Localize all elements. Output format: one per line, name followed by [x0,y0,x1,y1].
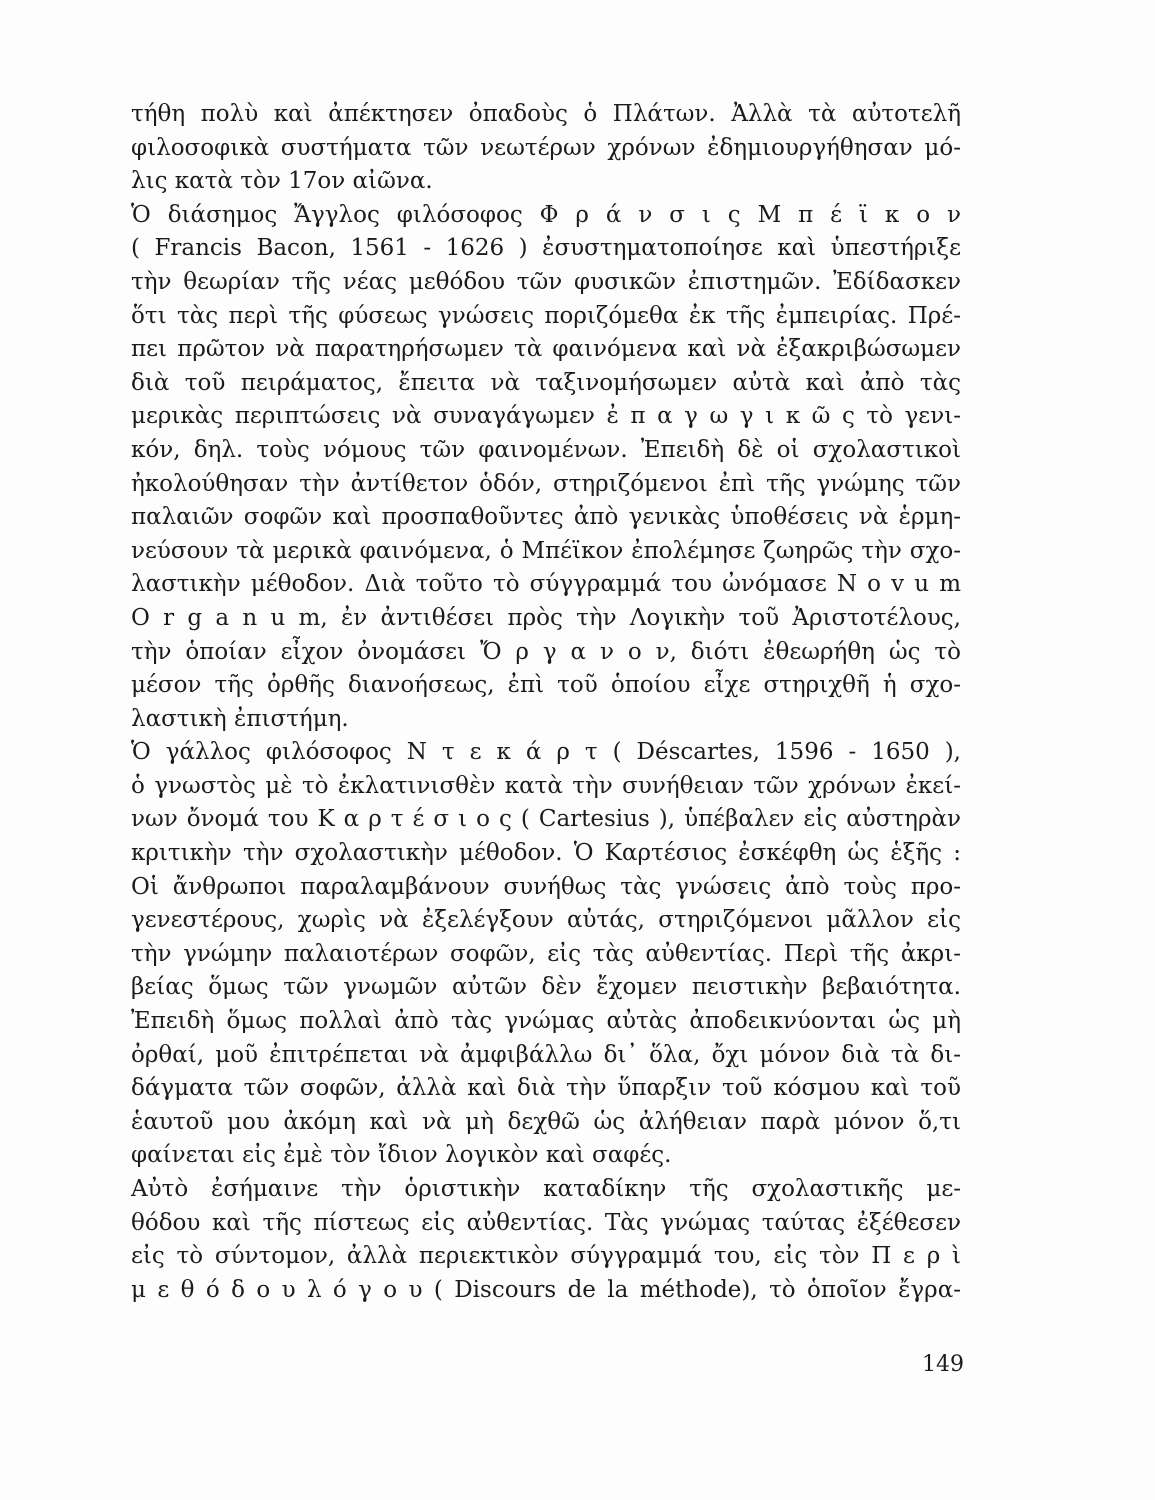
text-line: τήθη πολὺ καὶ ἀπέκτησεν ὀπαδοὺς ὁ Πλάτων. Ἀλλὰ τὰ αὐτοτελῆ [131,101,961,127]
text-line: νεύσουν τὰ μερικὰ φαινόμενα, ὁ Μπέϊκον ἐπολέμησε ζωηρῶς τὴν σχο- [131,537,961,564]
text-line: τὴν θεωρίαν τῆς νέας μεθόδου τῶν φυσικῶν ἐπιστημῶν. Ἐδίδασκεν [131,268,961,295]
text-line: φαίνεται εἰς ἐμὲ τὸν ἴδιον λογικὸν καὶ σαφές. [131,1142,672,1169]
text-line: ἑαυτοῦ μου ἀκόμη καὶ νὰ μὴ δεχθῶ ὡς ἀλήθειαν παρὰ μόνον ὅ,τι [131,1108,961,1135]
text-line: ὁ γνωστὸς μὲ τὸ ἐκλατινισθὲν κατὰ τὴν συνήθειαν τῶν χρόνων ἐκεί- [131,772,961,799]
text-line: διὰ τοῦ πειράματος, ἔπειτα νὰ ταξινομήσωμεν αὐτὰ καὶ ἀπὸ τὰς [131,369,961,396]
text-line: Ὁ διάσημος Ἄγγλος φιλόσοφος Φ ρ ά ν σ ι ς Μ π έ ϊ κ ο ν [131,201,961,228]
text-line: μέσον τῆς ὀρθῆς διανοήσεως, ἐπὶ τοῦ ὁποίου εἶχε στηριχθῆ ἡ σχο- [131,672,961,699]
text-line: ἠκολούθησαν τὴν ἀντίθετον ὁδόν, στηριζόμενοι ἐπὶ τῆς γνώμης τῶν [131,470,961,497]
text-line: λαστικὴν μέθοδον. Διὰ τοῦτο τὸ σύγγραμμά του ὠνόμασε N o v u m [131,571,961,598]
text-line: O r g a n u m, ἐν ἀντιθέσει πρὸς τὴν Λογικὴν τοῦ Ἀριστοτέλους, [131,604,961,631]
text-line: Αὐτὸ ἐσήμαινε τὴν ὁριστικὴν καταδίκην τῆς σχολαστικῆς με- [131,1176,961,1202]
text-line: Οἱ ἄνθρωποι παραλαμβάνουν συνήθως τὰς γνώσεις ἀπὸ τοὺς προ- [131,873,961,900]
text-line: φιλοσοφικὰ συστήματα τῶν νεωτέρων χρόνων ἐδημιουργήθησαν μό- [131,134,961,161]
text-line: ὅτι τὰς περὶ τῆς φύσεως γνώσεις ποριζόμεθα ἐκ τῆς ἐμπειρίας. Πρέ- [131,302,961,329]
text-line: δάγματα τῶν σοφῶν, ἀλλὰ καὶ διὰ τὴν ὕπαρξιν τοῦ κόσμου καὶ τοῦ [131,1075,961,1102]
text-line: λις κατὰ τὸν 17ον αἰῶνα. [131,168,433,195]
text-line: μ ε θ ό δ ο υ λ ό γ ο υ ( Discours de la méthode), τὸ ὁποῖον ἔγρα- [131,1276,961,1303]
text-line: μερικὰς περιπτώσεις νὰ συναγάγωμεν ἐ π α γ ω γ ι κ ῶ ς τὸ γενι- [131,403,961,430]
text-line: ( Francis Bacon, 1561 - 1626 ) ἐσυστηματοποίησε καὶ ὑπεστήριξε [131,235,961,262]
text-line: κόν, δηλ. τοὺς νόμους τῶν φαινομένων. Ἐπειδὴ δὲ οἱ σχολαστικοὶ [131,436,961,463]
text-line: κριτικὴν τὴν σχολαστικὴν μέθοδον. Ὁ Καρτέσιος ἐσκέφθη ὡς ἑξῆς : [131,840,961,867]
text-line: Ἐπειδὴ ὅμως πολλαὶ ἀπὸ τὰς γνώμας αὐτὰς ἀποδεικνύονται ὡς μὴ [131,1008,961,1035]
text-line: παλαιῶν σοφῶν καὶ προσπαθοῦντες ἀπὸ γενικὰς ὑποθέσεις νὰ ἑρμη- [131,504,961,531]
page-number: 149 [922,1352,964,1377]
body-text [131,98,961,1307]
text-line: εἰς τὸ σύντομον, ἀλλὰ περιεκτικὸν σύγγραμμά του, εἰς τὸν Π ε ρ ὶ [131,1243,961,1270]
text-line: πει πρῶτον νὰ παρατηρήσωμεν τὰ φαινόμενα καὶ νὰ ἐξακριβώσωμεν [131,336,961,363]
text-line: Ὁ γάλλος φιλόσοφος Ν τ ε κ ά ρ τ ( Déscartes, 1596 - 1650 ), [131,739,961,766]
text-line: νων ὄνομά του Κ α ρ τ έ σ ι ο ς ( Cartesius ), ὑπέβαλεν εἰς αὐστηρὰν [131,806,961,833]
text-line: τὴν γνώμην παλαιοτέρων σοφῶν, εἰς τὰς αὐθεντίας. Περὶ τῆς ἀκρι- [131,940,961,967]
text-line: ὀρθαί, μοῦ ἐπιτρέπεται νὰ ἀμφιβάλλω δι᾿ ὅλα, ὄχι μόνον διὰ τὰ δι- [131,1041,961,1068]
text-line: λαστικὴ ἐπιστήμη. [131,705,349,732]
text-line: θόδου καὶ τῆς πίστεως εἰς αὐθεντίας. Τὰς γνώμας ταύτας ἐξέθεσεν [131,1209,961,1236]
text-line: τὴν ὁποίαν εἶχον ὀνομάσει Ὄ ρ γ α ν ο ν, διότι ἐθεωρήθη ὡς τὸ [131,638,961,665]
text-line: γενεστέρους, χωρὶς νὰ ἐξελέγξουν αὐτάς, στηριζόμενοι μᾶλλον εἰς [131,907,961,934]
text-line: βείας ὅμως τῶν γνωμῶν αὐτῶν δὲν ἔχομεν πειστικὴν βεβαιότητα. [131,974,961,1001]
